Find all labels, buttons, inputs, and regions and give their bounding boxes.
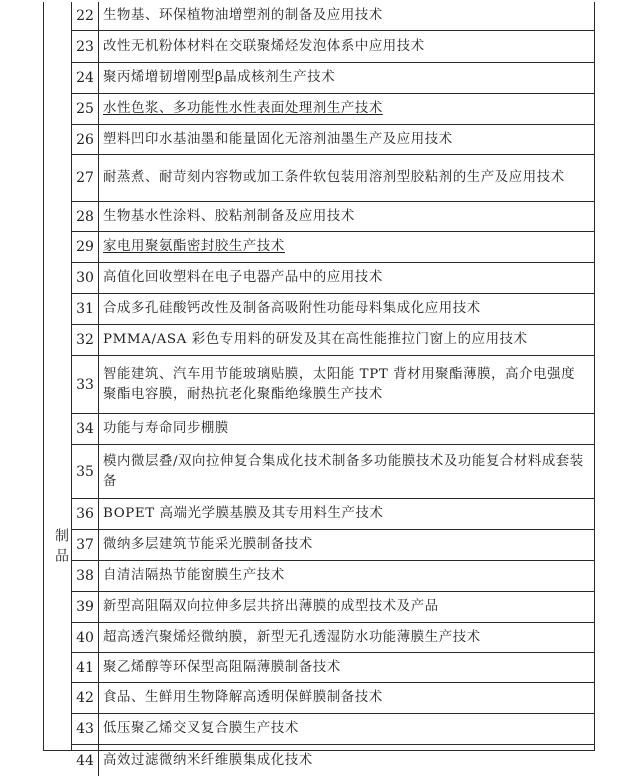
row-text-cell [99,294,594,324]
row-text-cell [99,232,594,262]
row-text-cell [99,653,594,682]
category-column [44,2,72,750]
row-text-cell [99,414,594,444]
row-text: 食品、生鲜用生物降解高透明保鲜膜制备技术 [103,690,383,705]
row-text: 生物基、环保植物油增塑剂的制备及应用技术 [103,8,383,23]
row-number: 25 [72,94,99,124]
row-text-cell [99,155,594,201]
row-number: 34 [72,414,99,444]
row-number: 27 [72,155,99,201]
row-text: 家电用聚氨酯密封胶生产技术 [103,239,285,254]
row-text-cell [99,445,594,498]
row-text-cell [99,94,594,124]
row-number: 28 [72,202,99,231]
row-number: 29 [72,232,99,262]
row-text-cell [99,592,594,622]
row-text: 智能建筑、汽车用节能玻璃贴膜，太阳能 TPT 背材用聚酯薄膜，高介电强度聚酯电容膜，耐热抗老化聚酯绝缘膜生产技术 [103,366,576,402]
row-text: 改性无机粉体材料在交联聚烯烃发泡体系中应用技术 [103,38,425,54]
row-number: 43 [72,714,99,744]
table-row [72,356,594,414]
row-number: 42 [72,683,99,713]
row-text-cell [99,63,594,93]
row-number: 24 [72,63,99,93]
table-row [72,530,594,561]
row-number: 22 [72,2,99,30]
table-row [72,2,594,31]
table-row [72,31,594,63]
row-text: 高效过滤微纳米纤维膜集成化技术 [103,752,313,768]
table-row [72,653,594,683]
row-text: 塑料凹印水基油墨和能量固化无溶剂油墨生产及应用技术 [103,131,453,147]
row-text: BOPET 高端光学膜基膜及其专用料生产技术 [103,506,384,521]
table-row [72,63,594,94]
table-row [72,263,594,294]
row-text: 生物基水性涂料、胶粘剂制备及应用技术 [103,208,355,224]
table-row [72,714,594,745]
row-number: 23 [72,31,99,62]
document-table [43,2,595,769]
row-number: 31 [72,294,99,324]
row-text: PMMA/ASA 彩色专用料的研发及其在高性能推拉门窗上的应用技术 [103,332,528,347]
table-row [72,745,594,776]
row-number: 41 [72,653,99,682]
table-row [72,294,594,325]
row-number: 39 [72,592,99,622]
row-text-cell [99,745,594,776]
table-row [72,683,594,714]
row-text-cell [99,714,594,744]
table-row [72,155,594,202]
category-label: 制品 [53,528,69,568]
table-row [72,94,594,125]
table-row [72,125,594,155]
row-text: 低压聚乙烯交叉复合膜生产技术 [103,721,299,736]
table-row [72,202,594,232]
row-text: 聚乙烯醇等环保型高阻隔薄膜制备技术 [103,659,341,675]
table-row [72,414,594,445]
table-row [72,592,594,623]
row-text: 耐蒸煮、耐苛刻内容物或加工条件软包装用溶剂型胶粘剂的生产及应用技术 [103,170,565,185]
row-text: 功能与寿命同步棚膜 [103,421,229,436]
table-rows [72,2,594,769]
table-row [72,325,594,356]
row-text: 微纳多层建筑节能采光膜制备技术 [103,537,313,552]
table-row [72,232,594,263]
table-row [72,561,594,592]
row-number: 37 [72,530,99,560]
row-number: 35 [72,445,99,498]
row-text-cell [99,683,594,713]
row-text-cell [99,125,594,154]
row-number: 30 [72,263,99,293]
row-number: 32 [72,325,99,355]
table-row [72,623,594,653]
row-text-cell [99,356,594,413]
row-number: 26 [72,125,99,154]
row-text-cell [99,499,594,529]
table-row [72,499,594,530]
row-text: 水性色浆、多功能性水性表面处理剂生产技术 [103,101,383,116]
table-row [72,445,594,499]
row-text: 超高透汽聚烯烃微纳膜，新型无孔透湿防水功能薄膜生产技术 [103,629,481,645]
row-text-cell [99,561,594,591]
row-number: 38 [72,561,99,591]
row-number: 33 [72,356,99,413]
row-text-cell [99,31,594,62]
row-text: 自清洁隔热节能窗膜生产技术 [103,568,285,583]
row-text-cell [99,530,594,560]
row-text: 合成多孔硅酸钙改性及制备高吸附性功能母料集成化应用技术 [103,301,481,316]
row-number: 36 [72,499,99,529]
row-text-cell [99,623,594,652]
row-text: 聚丙烯增韧增刚型β晶成核剂生产技术 [103,70,336,85]
row-text-cell [99,202,594,231]
row-number: 44 [72,745,99,776]
row-text: 高值化回收塑料在电子电器产品中的应用技术 [103,270,383,285]
row-text-cell [99,325,594,355]
row-text: 新型高阻隔双向拉伸多层共挤出薄膜的成型技术及产品 [103,599,439,614]
row-text-cell [99,2,594,30]
row-text: 模内微层叠/双向拉伸复合集成化技术制备多功能膜技术及功能复合材料成套装备 [103,453,584,489]
row-text-cell [99,263,594,293]
row-number: 40 [72,623,99,652]
